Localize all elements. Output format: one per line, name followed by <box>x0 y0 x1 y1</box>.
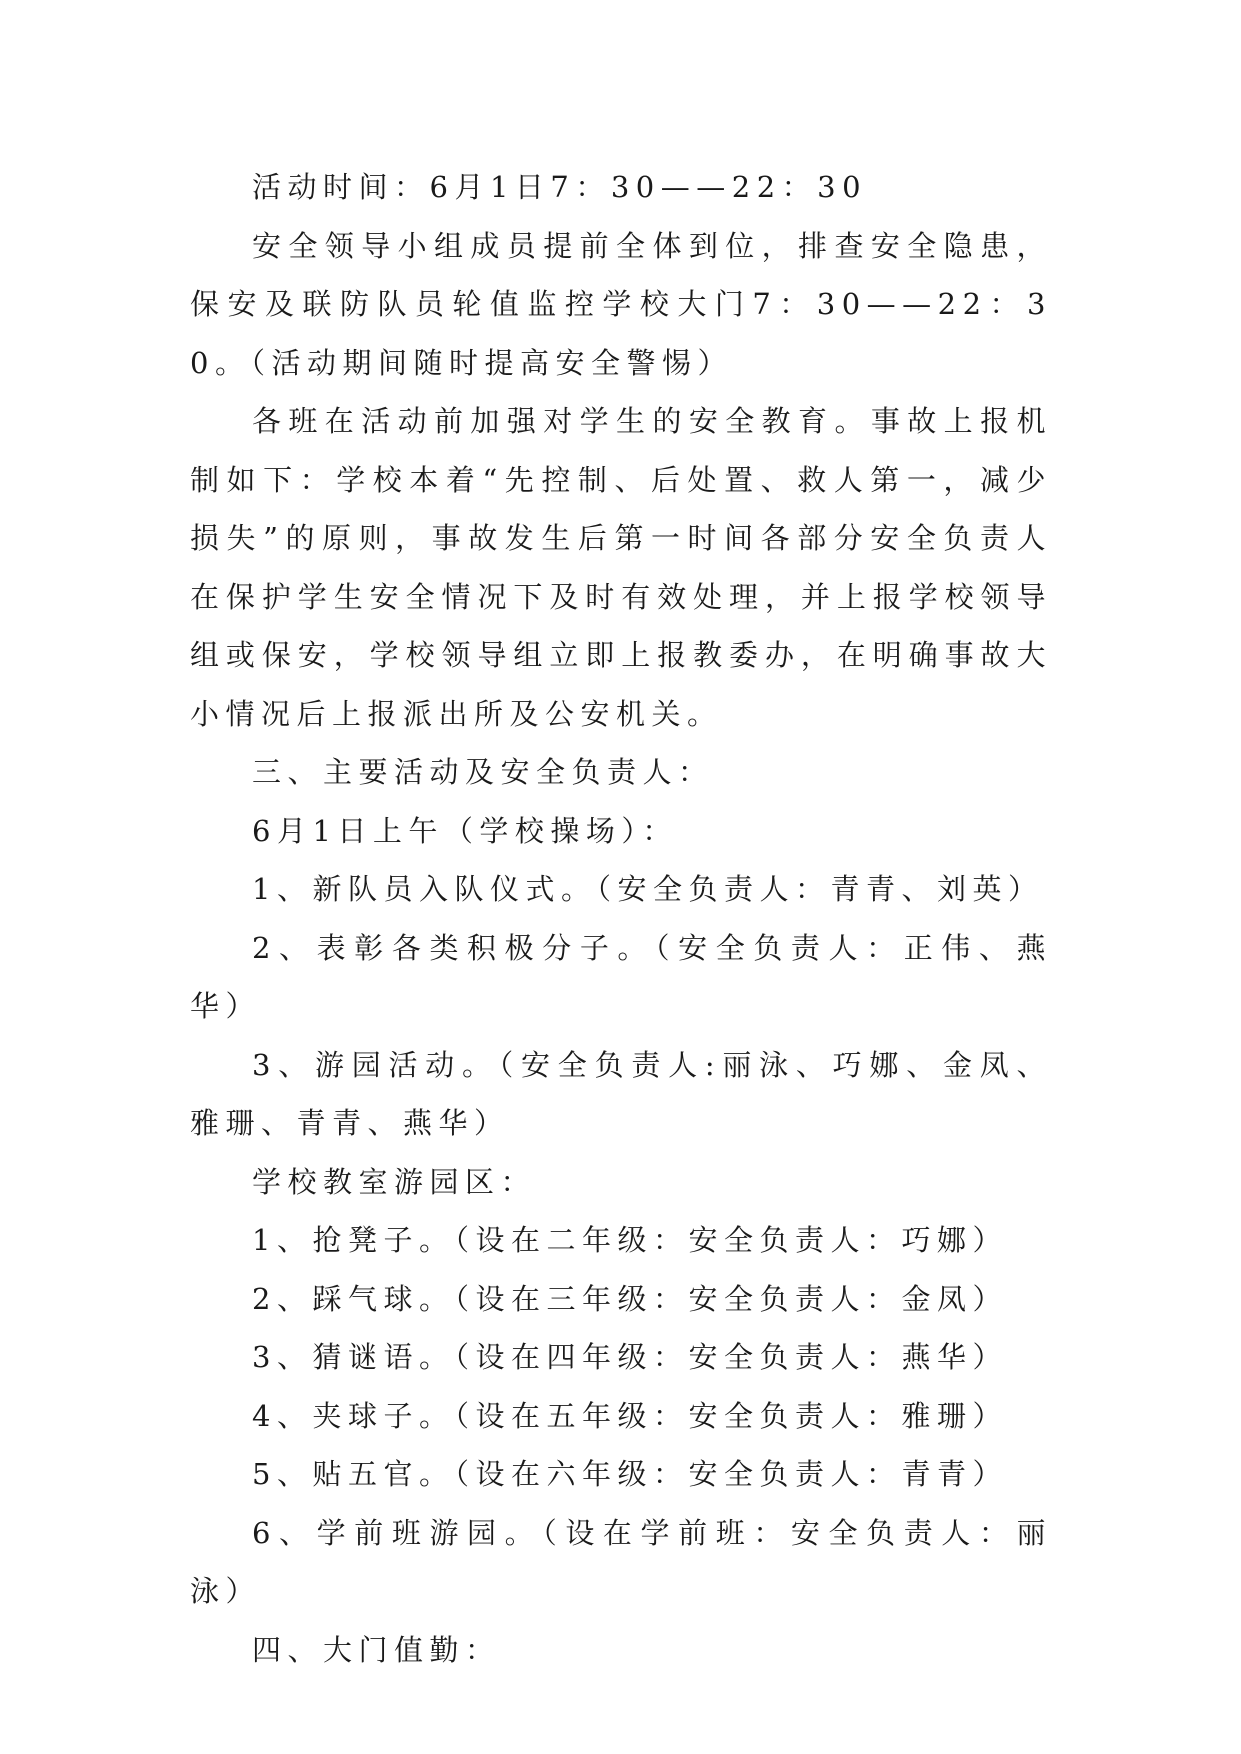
incident-reporting-paragraph: 各班在活动前加强对学生的安全教育。事故上报机制如下：学校本着“先控制、后处置、救人第一，减少损失”的原则，事故发生后第一时间各部分安全负责人在保护学生安全情况下及时有效处理，并上报学校领导组或保安，学校领导组立即上报教委办，在明确事故大小情况后上报派出所及公安机关。 <box>190 404 1052 731</box>
list-item: 6、学前班游园。（设在学前班：安全负责人：丽泳） <box>190 1515 1052 1608</box>
list-item: 3、猜谜语。（设在四年级：安全负责人：燕华） <box>252 1340 1008 1374</box>
list-item: 2、表彰各类积极分子。（安全负责人：正伟、燕华） <box>190 930 1052 1023</box>
list-item: 1、抢凳子。（设在二年级：安全负责人：巧娜） <box>252 1223 1008 1257</box>
classroom-area-heading: 学校教室游园区： <box>252 1164 537 1199</box>
list-item: 2、踩气球。（设在三年级：安全负责人：金凤） <box>252 1281 1008 1316</box>
list-item: 4、夹球子。（设在五年级：安全负责人：雅珊） <box>252 1398 1008 1433</box>
section-three-heading: 三、主要活动及安全负责人： <box>252 755 714 789</box>
document-page <box>190 158 1052 1679</box>
activity-time-paragraph: 活动时间：6月1日7：30——22：30 <box>252 170 868 204</box>
list-item: 3、游园活动。（安全负责人:丽泳、巧娜、金凤、雅珊、青青、燕华） <box>190 1047 1052 1140</box>
list-item: 1、新队员入队仪式。（安全负责人：青青、刘英） <box>252 872 1044 906</box>
morning-schedule-heading: 6月1日上午（学校操场）： <box>252 813 678 848</box>
section-four-heading: 四、大门值勤： <box>252 1632 501 1667</box>
list-item: 5、贴五官。（设在六年级：安全负责人：青青） <box>252 1457 1008 1491</box>
security-team-paragraph: 安全领导小组成员提前全体到位，排查安全隐患，保安及联防队员轮值监控学校大门7：30——22：30。（活动期间随时提高安全警惕） <box>190 228 1052 380</box>
